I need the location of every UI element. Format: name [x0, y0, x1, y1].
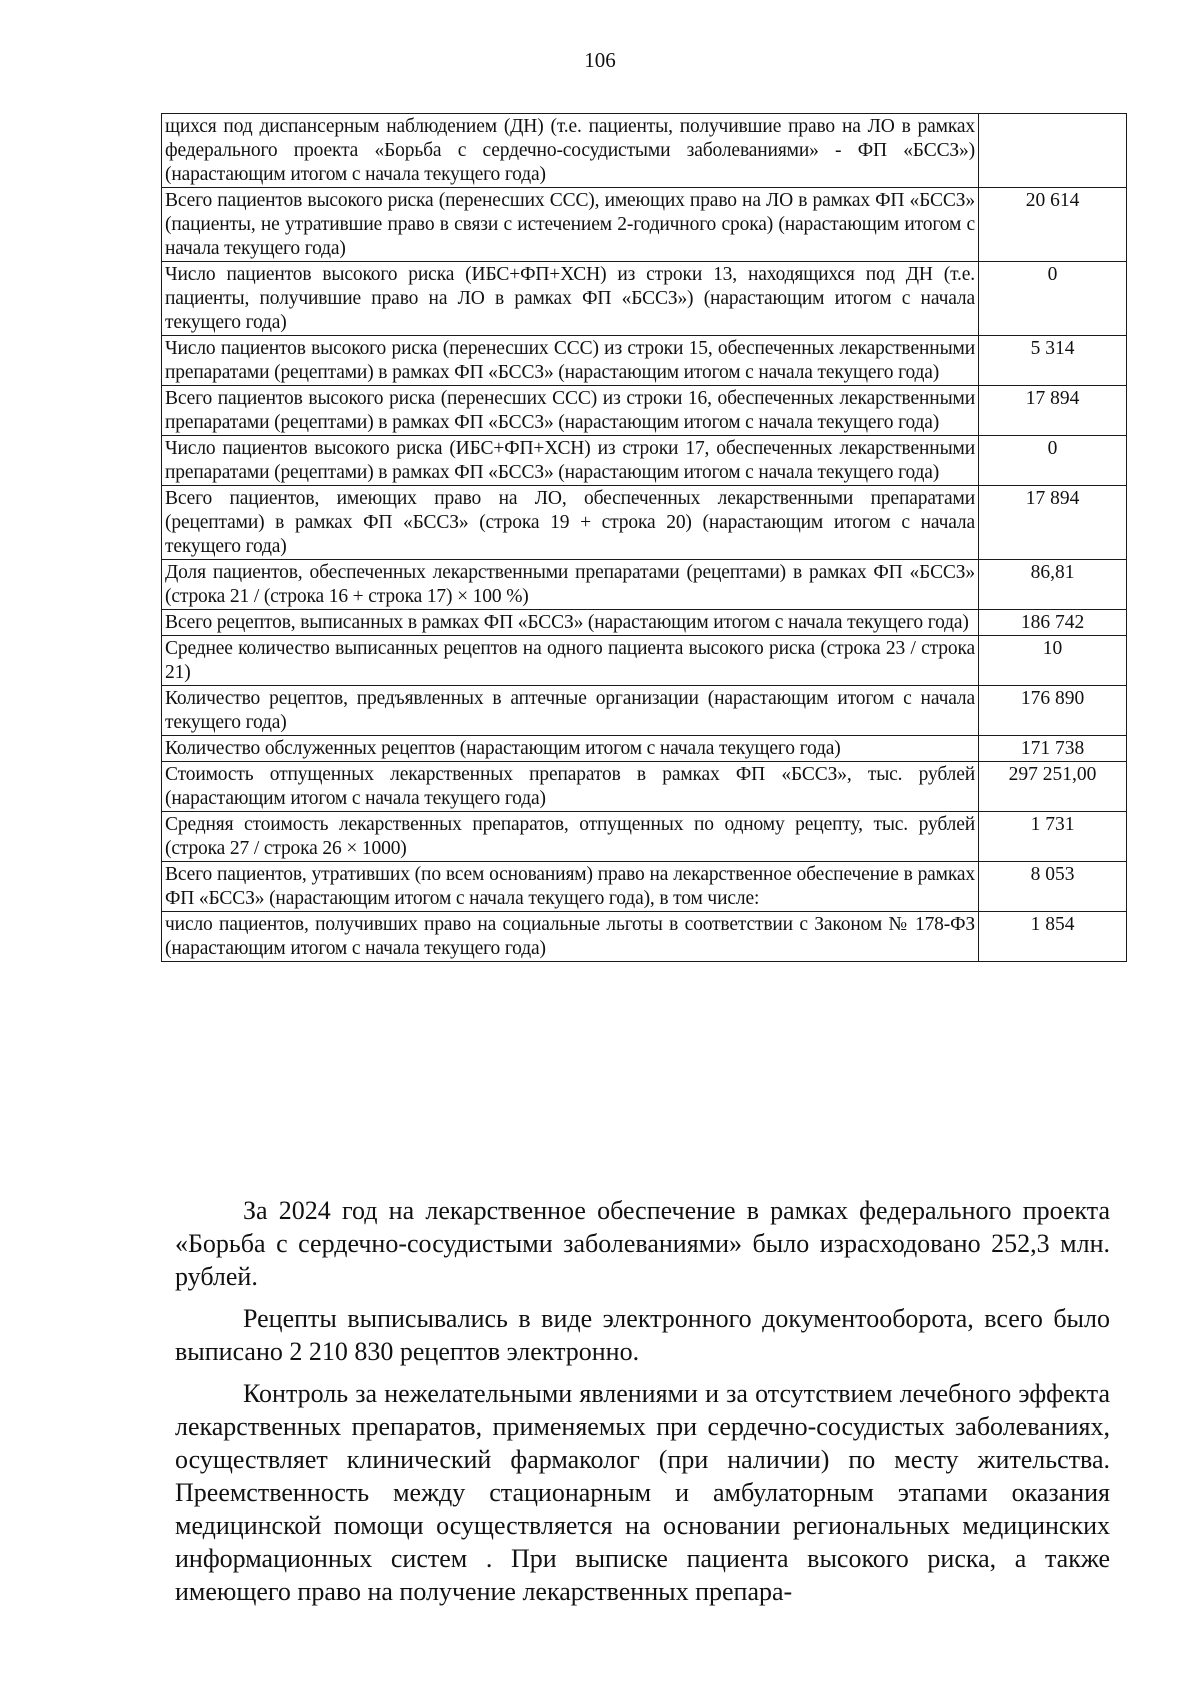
row-description: Число пациентов высокого риска (перенесших ССС) из строки 15, обеспеченных лекарственными препаратами (рецептами) в рамках ФП «БССЗ» (нарастающим итогом с начала текущего года) [162, 336, 979, 386]
row-value: 186 742 [979, 610, 1127, 636]
table-row [162, 188, 1127, 262]
row-description: Всего пациентов высокого риска (перенесших ССС) из строки 16, обеспеченных лекарственными препаратами (рецептами) в рамках ФП «БССЗ» (нарастающим итогом с начала текущего года) [162, 386, 979, 436]
row-description: щихся под диспансерным наблюдением (ДН) (т.е. пациенты, получившие право на ЛО в рамках федерального проекта «Борьба с сердечно-сосудистыми заболеваниями» - ФП «БССЗ») (нарастающим итогом с начала текущего года) [162, 114, 979, 188]
row-description: число пациентов, получивших право на социальные льготы в соответствии с Законом № 178-ФЗ (нарастающим итогом с начала текущего года) [162, 912, 979, 962]
row-value: 297 251,00 [979, 762, 1127, 812]
table-row [162, 486, 1127, 560]
row-value: 17 894 [979, 386, 1127, 436]
row-value: 5 314 [979, 336, 1127, 386]
row-value: 10 [979, 636, 1127, 686]
row-value: 176 890 [979, 686, 1127, 736]
row-description: Средняя стоимость лекарственных препаратов, отпущенных по одному рецепту, тыс. рублей (строка 27 / строка 26 × 1000) [162, 812, 979, 862]
table-row [162, 862, 1127, 912]
row-description: Всего пациентов, имеющих право на ЛО, обеспеченных лекарственными препаратами (рецептами) в рамках ФП «БССЗ» (строка 19 + строка 20) (нарастающим итогом с начала текущего года) [162, 486, 979, 560]
row-value: 8 053 [979, 862, 1127, 912]
row-description: Среднее количество выписанных рецептов на одного пациента высокого риска (строка 23 / строка 21) [162, 636, 979, 686]
data-table [161, 113, 1127, 962]
table-row [162, 812, 1127, 862]
table-row [162, 736, 1127, 762]
row-value: 171 738 [979, 736, 1127, 762]
paragraph: За 2024 год на лекарственное обеспечение в рамках федерального проекта «Борьба с сердечно-сосудистыми заболеваниями» было израсходовано 252,3 млн. рублей. [175, 1196, 1110, 1291]
paragraph: Рецепты выписывались в виде электронного документооборота, всего было выписано 2 210 830 рецептов электронно. [175, 1304, 1110, 1366]
table-row [162, 114, 1127, 188]
table-row [162, 436, 1127, 486]
row-value: 1 854 [979, 912, 1127, 962]
paragraph: Контроль за нежелательными явлениями и за отсутствием лечебного эффекта лекарственных препаратов, применяемых при сердечно-сосудистых заболеваниях, осуществляет клинический фармаколог (при наличии) по месту жительства. Преемственность между стационарным и амбулаторным этапами оказания медицинской помощи осуществляется на основании региональных медицинских информационных систем . При выписке пациента высокого риска, а также имеющего право на получение лекарственных препара- [175, 1379, 1110, 1606]
table-row [162, 686, 1127, 736]
row-description: Количество рецептов, предъявленных в аптечные организации (нарастающим итогом с начала текущего года) [162, 686, 979, 736]
table-row [162, 560, 1127, 610]
row-description: Всего пациентов, утративших (по всем основаниям) право на лекарственное обеспечение в рамках ФП «БССЗ» (нарастающим итогом с начала текущего года), в том числе: [162, 862, 979, 912]
table-row [162, 912, 1127, 962]
row-description: Количество обслуженных рецептов (нарастающим итогом с начала текущего года) [162, 736, 979, 762]
row-value: 0 [979, 436, 1127, 486]
row-description: Стоимость отпущенных лекарственных препаратов в рамках ФП «БССЗ», тыс. рублей (нарастающим итогом с начала текущего года) [162, 762, 979, 812]
row-description: Число пациентов высокого риска (ИБС+ФП+ХСН) из строки 17, обеспеченных лекарственными препаратами (рецептами) в рамках ФП «БССЗ» (нарастающим итогом с начала текущего года) [162, 436, 979, 486]
row-value [979, 114, 1127, 188]
row-value: 17 894 [979, 486, 1127, 560]
row-description: Всего пациентов высокого риска (перенесших ССС), имеющих право на ЛО в рамках ФП «БССЗ» (пациенты, не утратившие право в связи с истечением 2-годичного срока) (нарастающим итогом с начала текущего года) [162, 188, 979, 262]
table-row [162, 610, 1127, 636]
body-text [175, 1194, 1110, 1617]
row-value: 1 731 [979, 812, 1127, 862]
table-row [162, 262, 1127, 336]
row-value: 20 614 [979, 188, 1127, 262]
row-description: Всего рецептов, выписанных в рамках ФП «БССЗ» (нарастающим итогом с начала текущего года) [162, 610, 979, 636]
row-value: 0 [979, 262, 1127, 336]
row-description: Число пациентов высокого риска (ИБС+ФП+ХСН) из строки 13, находящихся под ДН (т.е. пациенты, получившие право на ЛО в рамках ФП «БССЗ») (нарастающим итогом с начала текущего года) [162, 262, 979, 336]
page-number: 106 [584, 48, 616, 72]
row-description: Доля пациентов, обеспеченных лекарственными препаратами (рецептами) в рамках ФП «БССЗ» (строка 21 / (строка 16 + строка 17) × 100 %) [162, 560, 979, 610]
table-row [162, 386, 1127, 436]
table-row [162, 336, 1127, 386]
table-row [162, 636, 1127, 686]
table-row [162, 762, 1127, 812]
row-value: 86,81 [979, 560, 1127, 610]
